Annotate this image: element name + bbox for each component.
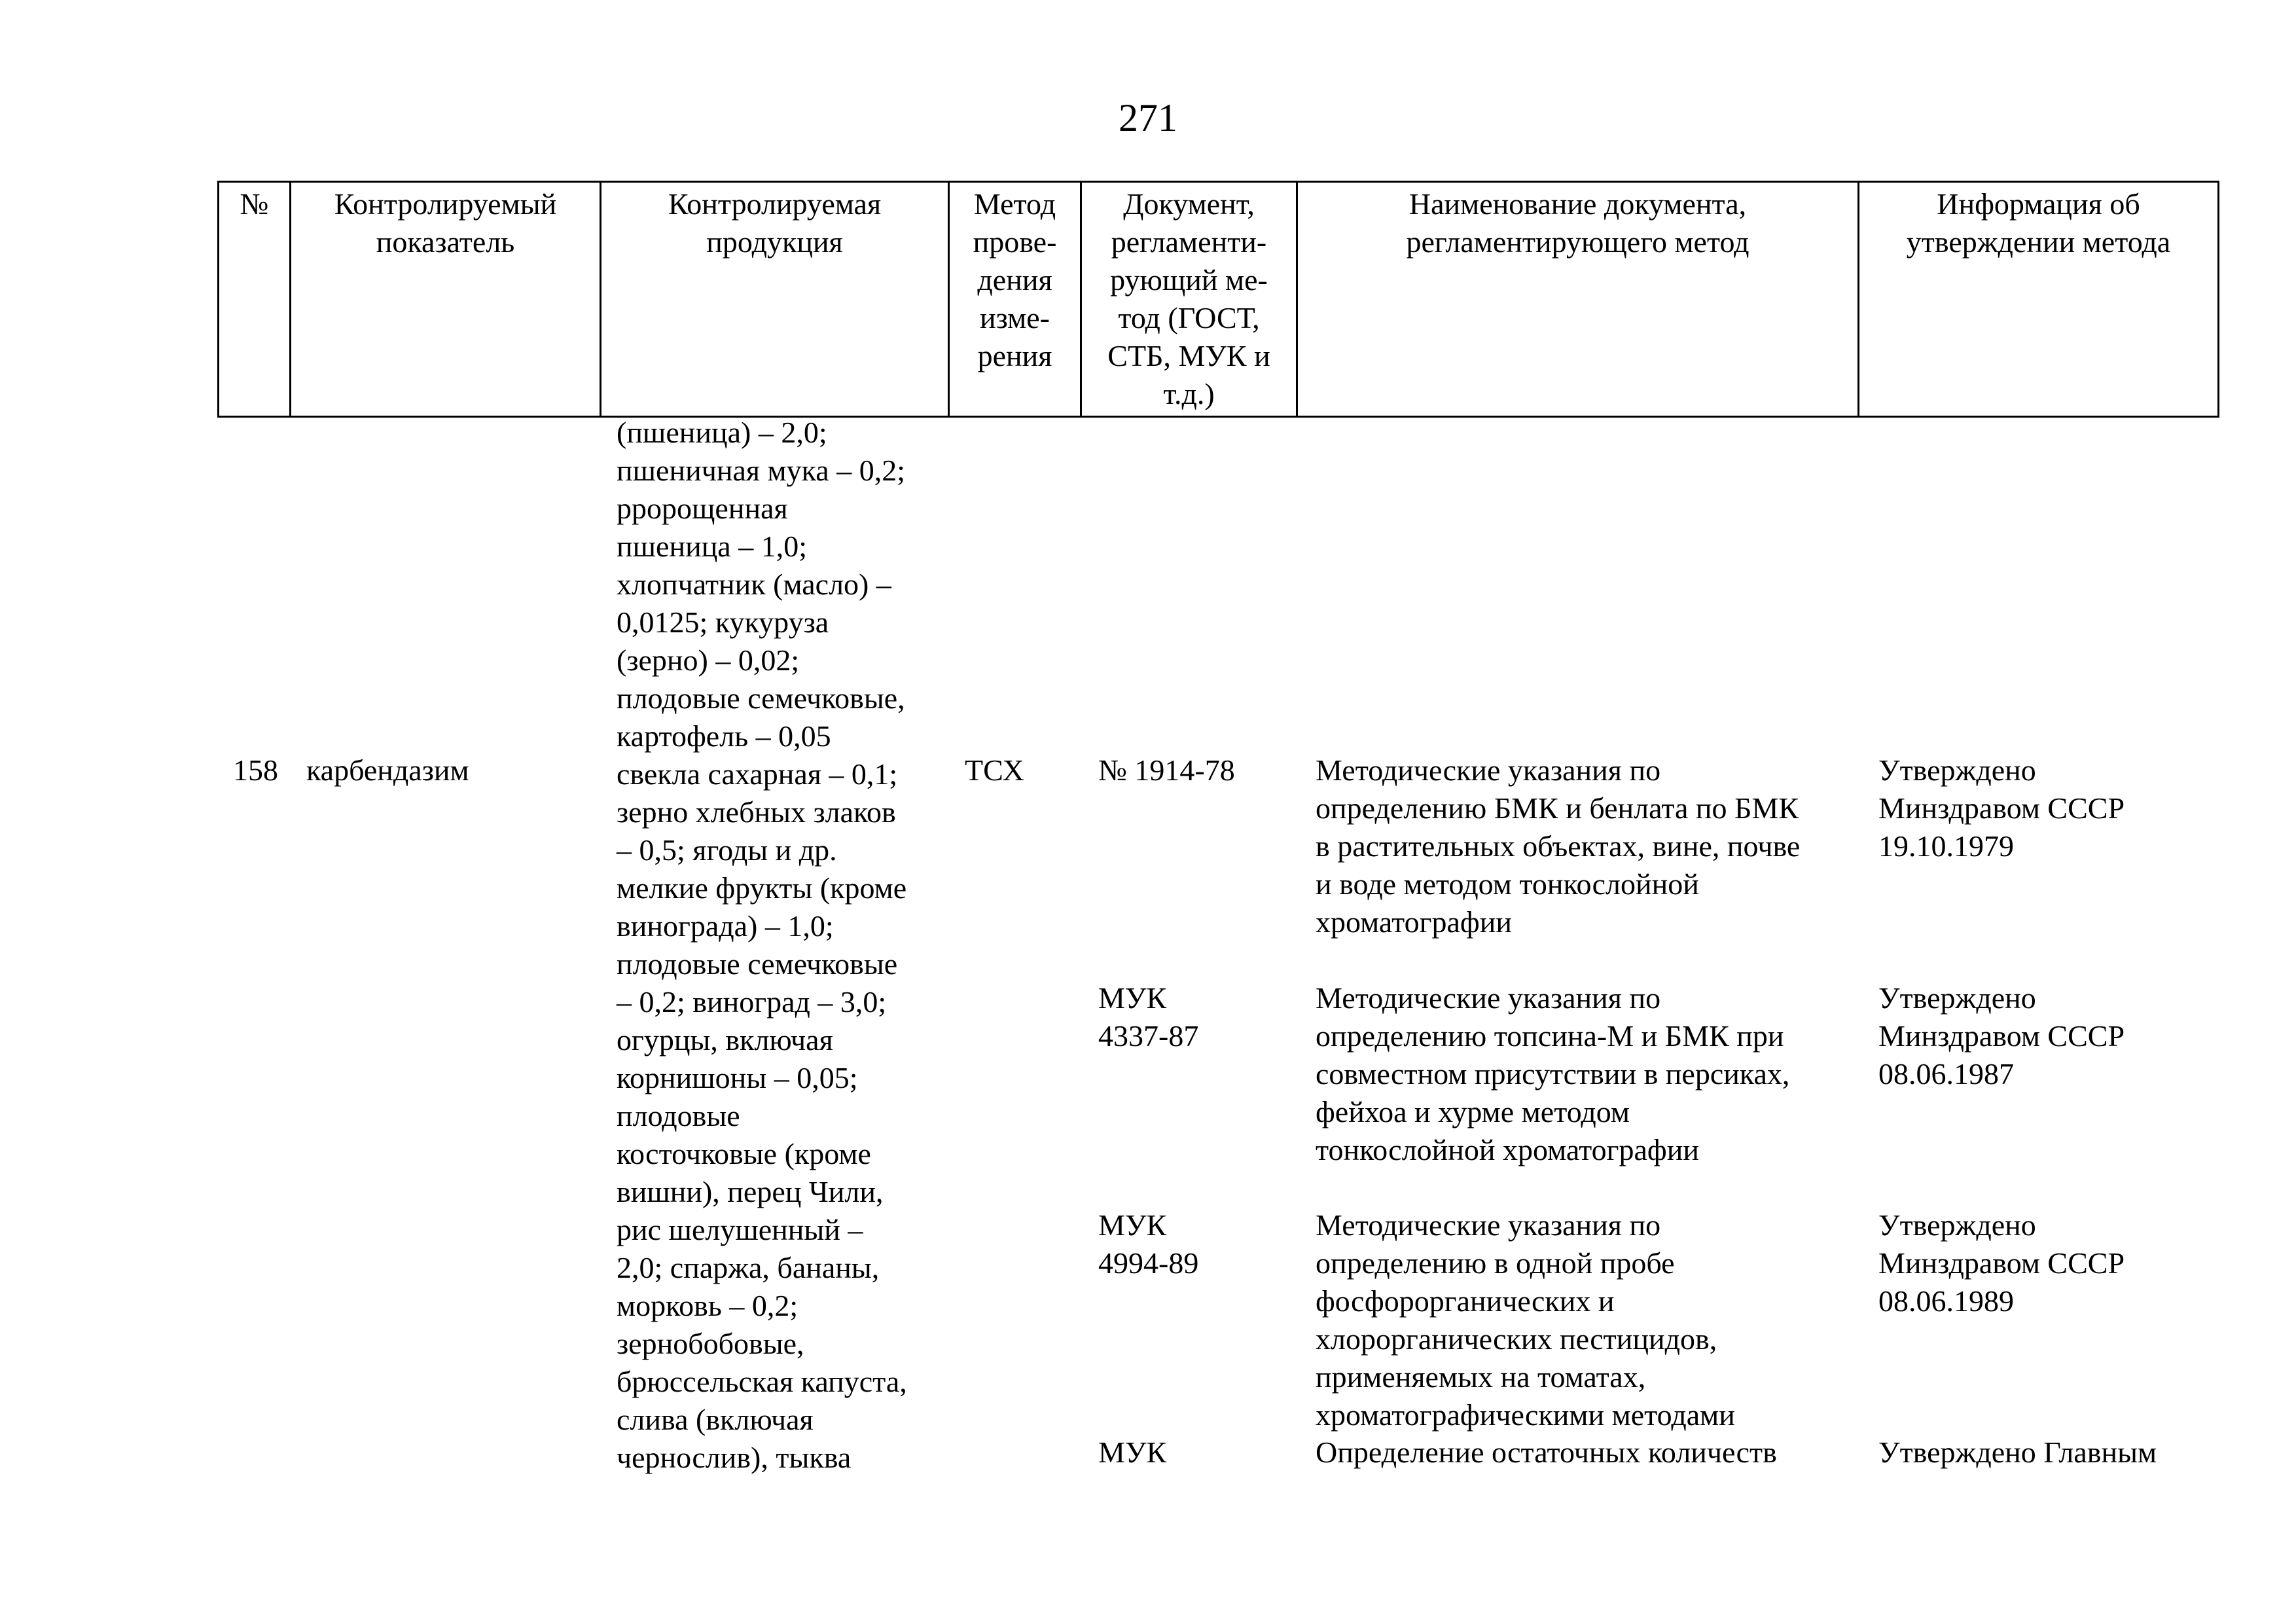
header-document: Документ, регламенти-рующий ме-тод (ГОСТ, СТБ, МУК и т.д.) bbox=[1081, 182, 1297, 417]
doc-approval-4: Утверждено Главным bbox=[1878, 1435, 2157, 1469]
doc-approval-1: Утверждено Минздравом СССР 19.10.1979 bbox=[1878, 753, 2125, 863]
header-product: Контролируемая продукция bbox=[601, 182, 949, 417]
doc-name-4: Определение остаточных количеств bbox=[1316, 1435, 1777, 1469]
row-method: ТСХ bbox=[965, 753, 1024, 787]
doc-name-3: Методические указания по определению в одной пробе фосфорорганических и хлорорганических пестицидов, применяемых на томатах, хроматографическими методами bbox=[1316, 1208, 1735, 1432]
doc-code-1: № 1914-78 bbox=[1098, 753, 1235, 787]
page-number: 271 bbox=[1119, 96, 1177, 139]
header-document-name: Наименование документа, регламентирующего метод bbox=[1297, 182, 1859, 417]
doc-approval-2: Утверждено Минздравом СССР 08.06.1987 bbox=[1878, 981, 2125, 1091]
header-number: № bbox=[219, 182, 291, 417]
row-products: (пшеница) – 2,0; пшеничная мука – 0,2; pророщенная пшеница – 1,0; хлопчатник (масло) – 0,0125; кукуруза (зерно) – 0,02; плодовые семечковые, картофель – 0,05 свекла сахарная – 0,1; зерно хлебных злаков – 0,5; ягоды и др. мелкие фрукты (кроме винограда) – 1,0; плодовые семечковые – 0,2; виноград – 3,0; огурцы, включая корнишоны – 0,05; плодовые косточковые (кроме вишни), перец Чили, рис шелушенный – 2,0; спаржа, бананы, морковь – 0,2; зернобобовые, брюссельская капуста, слива (включая чернослив), тыква bbox=[617, 416, 907, 1474]
header-indicator: Контролируемый показатель bbox=[291, 182, 601, 417]
doc-approval-3: Утверждено Минздравом СССР 08.06.1989 bbox=[1878, 1208, 2125, 1318]
header-approval: Информация об утверждении метода bbox=[1859, 182, 2219, 417]
doc-code-4: МУК bbox=[1098, 1435, 1167, 1469]
table-header bbox=[217, 181, 2219, 418]
header-method: Метод прове-дения изме-рения bbox=[949, 182, 1081, 417]
doc-code-2: МУК 4337-87 bbox=[1098, 981, 1199, 1053]
doc-name-1: Методические указания по определению БМК и бенлата по БМК в растительных объектах, вине, почве и воде методом тонкослойной хроматографии bbox=[1316, 753, 1801, 939]
row-number: 158 bbox=[233, 753, 278, 787]
row-indicator: карбендазим bbox=[306, 753, 469, 787]
doc-code-3: МУК 4994-89 bbox=[1098, 1208, 1199, 1280]
doc-name-2: Методические указания по определению топсина-М и БМК при совместном присутствии в персиках, фейхоа и хурме методом тонкослойной хроматографии bbox=[1316, 981, 1790, 1166]
